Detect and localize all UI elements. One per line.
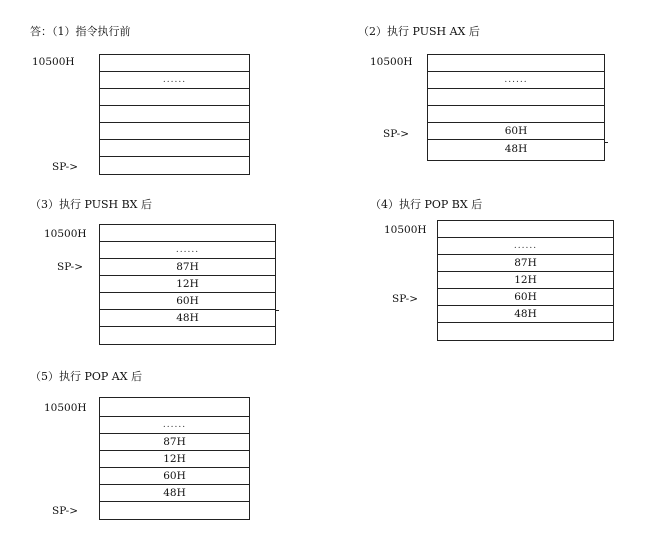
- stack-cell: 87H: [438, 255, 613, 272]
- stack-cell: [100, 225, 275, 242]
- stack-cell: [100, 55, 249, 72]
- stack-cell: 60H: [100, 293, 275, 310]
- stack-cell: 48H: [438, 306, 613, 323]
- stack-diagram-3: [99, 224, 276, 345]
- address-label: 10500H: [370, 56, 413, 68]
- stack-cell: [428, 55, 604, 72]
- stack-cell: ......: [100, 417, 249, 434]
- caption-1: 答：（1）指令执行前: [30, 25, 131, 38]
- address-label: 10500H: [384, 224, 427, 236]
- stack-diagram-2: [427, 54, 605, 161]
- stack-cell: 60H: [428, 123, 604, 140]
- stack-cell: [428, 106, 604, 123]
- stack-cell: [100, 89, 249, 106]
- stack-diagram-4: [437, 220, 614, 341]
- caption-4: （4）执行 POP BX 后: [370, 198, 483, 211]
- stack-cell: 48H: [504, 143, 528, 155]
- stack-cell: [100, 502, 249, 519]
- stack-cell: 60H: [100, 468, 249, 485]
- stack-cell: [100, 123, 249, 140]
- stack-cell: ......: [100, 72, 249, 89]
- sp-pointer: SP->: [52, 161, 79, 173]
- stack-cell: 87H: [100, 259, 275, 276]
- stack-cell: 48H: [100, 310, 275, 327]
- stack-cell: ......: [100, 242, 275, 259]
- stack-cell: [100, 398, 249, 417]
- sp-pointer: SP->: [383, 128, 410, 140]
- sp-pointer: SP->: [57, 261, 84, 273]
- stack-cell: ......: [428, 72, 604, 89]
- stack-cell: [100, 157, 249, 174]
- stack-cell: ......: [438, 238, 613, 255]
- caption-5: （5）执行 POP AX 后: [30, 370, 143, 383]
- divider-line: [604, 142, 608, 143]
- stack-cell: 60H: [438, 289, 613, 306]
- address-label: 10500H: [44, 402, 87, 414]
- stack-cell: [100, 327, 275, 344]
- stack-cell: [100, 140, 249, 157]
- stack-cell: [100, 106, 249, 123]
- address-label: 10500H: [44, 228, 87, 240]
- stack-cell: 48H: [100, 485, 249, 502]
- stack-cell: [438, 221, 613, 238]
- sp-pointer: SP->: [52, 505, 79, 517]
- stack-diagram-1: [99, 54, 250, 175]
- stack-cell: 12H: [100, 451, 249, 468]
- sp-pointer: SP->: [392, 293, 419, 305]
- stack-cell: 12H: [438, 272, 613, 289]
- address-label: 10500H: [32, 56, 75, 68]
- stack-cell: 12H: [100, 276, 275, 293]
- caption-2: （2）执行 PUSH AX 后: [358, 25, 480, 38]
- caption-3: （3）执行 PUSH BX 后: [30, 198, 153, 211]
- stack-cell: 87H: [100, 434, 249, 451]
- stack-diagram-5: [99, 397, 250, 520]
- divider-line: [275, 310, 279, 311]
- stack-cell: [438, 323, 613, 340]
- stack-cell: [428, 89, 604, 106]
